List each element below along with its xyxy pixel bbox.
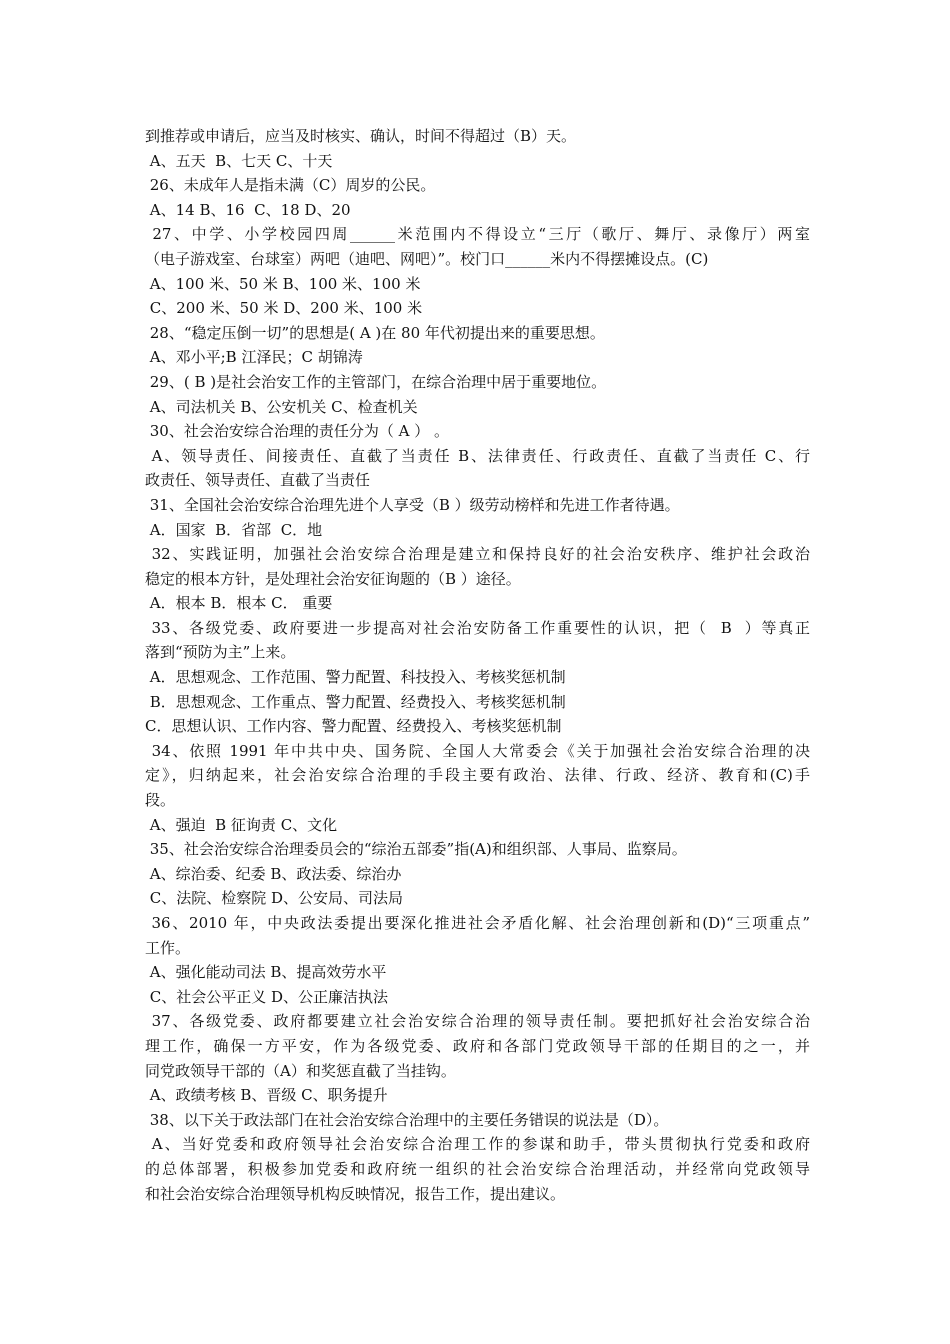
text-line: 段。 (145, 791, 176, 810)
text-line: 35、社会治安综合治理委员会的“综治五部委”指(A)和组织部、人事局、监察局。 (145, 840, 687, 859)
text-line: 的总体部署，积极参加党委和政府统一组织的社会治安综合治理活动，并经常向党政领导 (145, 1159, 810, 1178)
document-page (145, 124, 810, 1206)
text-line: 27、中学、小学校园四周______米范围内不得设立“三厅（歌厅、舞厅、录像厅）两室 (145, 225, 810, 244)
text-line: 稳定的根本方针，是处理社会治安征询题的（B ）途径。 (145, 569, 521, 588)
text-line: A、领导责任、间接责任、直截了当责任 B、法律责任、行政责任、直截了当责任 C、行 (145, 446, 810, 465)
text-line: 政责任、领导责任、直截了当责任 (145, 471, 371, 490)
text-line: A、司法机关 B、公安机关 C、检查机关 (145, 397, 418, 416)
text-line: A、综治委、纪委 B、政法委、综治办 (145, 864, 402, 883)
text-line: B．思想观念、工作重点、警力配置、经费投入、考核奖惩机制 (145, 692, 566, 711)
text-line: C、社会公平正义 D、公正廉洁执法 (145, 987, 389, 1006)
text-line: 31、全国社会治安综合治理先进个人享受（B ）级劳动榜样和先进工作者待遇。 (145, 495, 680, 514)
text-line: 理工作，确保一方平安，作为各级党委、政府和各部门党政领导干部的任期目的之一，并 (145, 1036, 810, 1055)
text-line: 26、未成年人是指未满（C）周岁的公民。 (145, 176, 436, 195)
text-line: C、200 米、50 米 D、200 米、100 米 (145, 299, 423, 318)
text-line: A、当好党委和政府领导社会治安综合治理工作的参谋和助手，带头贯彻执行党委和政府 (145, 1135, 810, 1154)
text-line: （电子游戏室、台球室）两吧（迪吧、网吧）”。校门口______米内不得摆摊设点。(C) (145, 249, 709, 268)
text-line: A、100 米、50 米 B、100 米、100 米 (145, 274, 421, 293)
text-line: 34、依照 1991 年中共中央、国务院、全国人大常委会《关于加强社会治安综合治理的决 (145, 741, 810, 760)
text-line: A、强化能动司法 B、提高效劳水平 (145, 963, 387, 982)
text-line: A、政绩考核 B、晋级 C、职务提升 (145, 1086, 388, 1105)
text-line: A．根本 B．根本 C． 重要 (145, 594, 333, 613)
text-line: 到推荐或申请后，应当及时核实、确认，时间不得超过（B）天。 (145, 127, 577, 145)
text-line: 工作。 (145, 938, 191, 957)
text-line: A、强迫 B 征询责 C、文化 (145, 815, 338, 834)
text-line: A、邓小平;B 江泽民；C 胡锦涛 (145, 348, 363, 367)
text-line: 32、实践证明，加强社会治安综合治理是建立和保持良好的社会治安秩序、维护社会政治 (145, 545, 810, 564)
text-line: C．思想认识、工作内容、警力配置、经费投入、考核奖惩机制 (145, 717, 562, 736)
text-line: 37、各级党委、政府都要建立社会治安综合治理的领导责任制。要把抓好社会治安综合治 (145, 1012, 810, 1031)
text-line: C、法院、检察院 D、公安局、司法局 (145, 889, 404, 908)
text-line: 同党政领导干部的（A）和奖惩直截了当挂钩。 (145, 1061, 456, 1080)
text-line: 和社会治安综合治理领导机构反映情况，报告工作，提出建议。 (145, 1184, 566, 1203)
text-line: A、五天 B、七天 C、十天 (145, 151, 333, 170)
text-line: A．国家 B．省部 C．地 (145, 520, 323, 539)
text-line: 定》，归纳起来，社会治安综合治理的手段主要有政治、法律、行政、经济、教育和(C)手 (145, 766, 810, 785)
text-line: 36、2010 年，中央政法委提出要深化推进社会矛盾化解、社会治理创新和(D)“三项重点” (145, 914, 810, 932)
text-line: 29、( B )是社会治安工作的主管部门，在综合治理中居于重要地位。 (145, 372, 607, 391)
text-line: 38、以下关于政法部门在社会治安综合治理中的主要任务错误的说法是（D）。 (145, 1110, 669, 1129)
text-line: 33、各级党委、政府要进一步提高对社会治安防备工作重要性的认识，把（ B ）等真正 (145, 618, 810, 637)
text-line: A．思想观念、工作范围、警力配置、科技投入、考核奖惩机制 (145, 668, 566, 687)
text-line: A、14 B、16 C、18 D、20 (145, 200, 351, 219)
text-line: 28、“稳定压倒一切”的思想是( A )在 80 年代初提出来的重要思想。 (145, 323, 605, 342)
text-line: 30、社会治安综合治理的责任分为（ A ） 。 (145, 422, 449, 441)
text-line: 落到“预防为主”上来。 (145, 643, 296, 662)
